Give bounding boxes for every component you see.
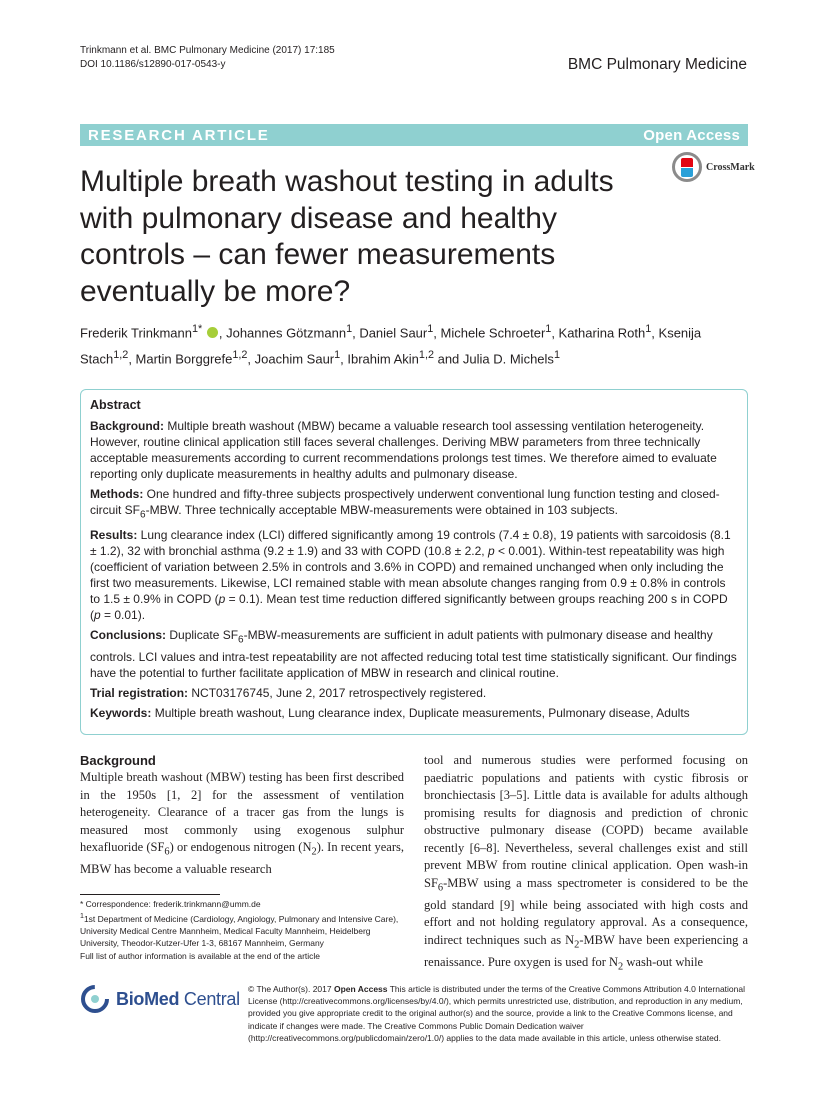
author-list bbox=[80, 318, 748, 371]
author-name[interactable]: Frederik Trinkmann bbox=[80, 325, 192, 341]
section-text: -MBW. Three technically acceptable MBW-measurements were obtained in 103 subjects. bbox=[145, 503, 619, 517]
license-statement bbox=[248, 983, 748, 1044]
author-name: , Joachim Saur bbox=[247, 351, 335, 367]
p-symbol: p bbox=[218, 592, 226, 607]
section-text: Multiple breath washout (MBW) became a valuable research tool assessing ventilation heterogeneity. However, routine clinical application still faces several challenges. Deriving MBW parameters from three technically acceptable measurements according to current recommendations prolongs test times. We therefore aimed to evaluate reporting only duplicate measurements in healthy adults and pulmonary disease. bbox=[90, 419, 717, 481]
crossmark-badge[interactable] bbox=[672, 152, 755, 182]
affiliation-text: 1st Department of Medicine (Cardiology, Angiology, Pulmonary and Intensive Care), University Medical Centre Mannheim, Medical Faculty Mannheim, Heidelberg University, Theodor-Kutzer-Ufer 1-3, 68167 Mannheim, Germany bbox=[80, 914, 399, 949]
section-label: Conclusions: bbox=[90, 628, 167, 643]
article-type-label: RESEARCH ARTICLE bbox=[88, 126, 270, 144]
author-sup: 1* bbox=[191, 323, 203, 335]
section-label: Results: bbox=[90, 528, 138, 543]
section-text: < 0.001). Within-test repeatability was high (coefficient of variation between 2.5% in controls and 3.6% in COPD) and remained unchanged when only including the first two measurements. Likewise, LCI remained stable with mean absolute changes ranging from 0.9 ± 0.8% in controls to 1.5 ± 0.9% in COPD ( bbox=[90, 544, 726, 607]
author-sup: 1 bbox=[334, 349, 341, 362]
section-text: NCT03176745, June 2, 2017 retrospectively registered. bbox=[188, 685, 487, 700]
doi-line: DOI 10.1186/s12890-017-0543-y bbox=[80, 59, 226, 70]
subscript: 2 bbox=[574, 939, 580, 950]
license-text: © The Author(s). 2017 bbox=[248, 984, 334, 994]
journal-name: BMC Pulmonary Medicine bbox=[567, 56, 747, 73]
section-label: Trial registration: bbox=[90, 685, 189, 700]
biomed-central-logo bbox=[80, 984, 240, 1014]
author-name: , Martin Borggrefe bbox=[128, 351, 233, 367]
section-text: = 0.1). Mean test time reduction differed significantly between groups reaching 200 s in COPD ( bbox=[90, 592, 728, 623]
license-open-access: Open Access bbox=[333, 984, 388, 994]
subscript: 6 bbox=[164, 846, 170, 858]
abstract-results bbox=[90, 527, 738, 623]
body-text: ). In recent years, MBW has become a valuable research bbox=[80, 840, 404, 876]
article-title: Multiple breath washout testing in adults with pulmonary disease and healthy controls – can fewer measurements eventually be more? bbox=[80, 165, 614, 308]
author-sup: 1 bbox=[545, 323, 552, 335]
abstract-keywords bbox=[90, 705, 738, 721]
crossmark-label: CrossMark bbox=[706, 161, 755, 173]
crossmark-icon bbox=[672, 152, 702, 182]
subscript: 2 bbox=[618, 961, 624, 972]
author-name: and Julia D. Michels bbox=[433, 351, 554, 367]
affiliation bbox=[80, 910, 404, 949]
section-text: = 0.01). bbox=[100, 608, 146, 623]
body-text: -MBW using a mass spectrometer is considered to be the gold standard [9] while being associated with high costs and effort and not holding regulatory approval. As a consequence, indirect techniques such as N bbox=[424, 875, 748, 947]
subscript: 6 bbox=[437, 882, 444, 893]
abstract-heading: Abstract bbox=[90, 398, 141, 412]
author-name: , Ibrahim Akin bbox=[340, 351, 419, 367]
footnote-divider bbox=[80, 894, 220, 895]
author-name: , Johannes Götzmann bbox=[218, 325, 347, 341]
author-sup: 1 bbox=[346, 323, 353, 335]
body-column-left bbox=[80, 752, 404, 879]
body-paragraph bbox=[80, 769, 404, 879]
correspondence[interactable]: * Correspondence: frederik.trinkmann@umm.de bbox=[80, 899, 261, 909]
open-access-label: Open Access bbox=[643, 126, 740, 144]
affiliation-sup: 1 bbox=[80, 912, 84, 921]
orcid-icon[interactable] bbox=[207, 327, 218, 338]
abstract-box bbox=[80, 389, 748, 735]
section-text: -MBW-measurements are sufficient in adult patients with pulmonary disease and healthy controls. LCI values and intra-test repeatability are not affected reducing total test time statistically significant. Our findings have the potential to further facilitate application of MBW in research and clinical routine. bbox=[90, 628, 737, 680]
body-text: Multiple breath washout (MBW) testing has been first described in the 1950s [1, 2] for the assessment of ventilation heterogeneity. Clearance of a tracer gas from the lungs is measured most commonly using exogenous sulphur hexafluoride (SF bbox=[80, 770, 404, 854]
subscript: 6 bbox=[238, 634, 244, 646]
section-label: Methods: bbox=[90, 487, 144, 501]
abstract-methods bbox=[90, 486, 738, 523]
author-sup: 1,2 bbox=[113, 349, 129, 362]
body-text: wash-out while bbox=[623, 954, 704, 969]
author-sup: 1 bbox=[427, 323, 434, 335]
author-name: , Michele Schroeter bbox=[433, 325, 546, 341]
background-heading: Background bbox=[80, 753, 156, 768]
biomed-central-icon bbox=[80, 984, 110, 1014]
subscript: 6 bbox=[140, 509, 146, 521]
body-text: ) or endogenous nitrogen (N bbox=[169, 840, 312, 854]
author-sup: 1,2 bbox=[418, 349, 434, 362]
article-type-banner bbox=[80, 124, 748, 146]
subscript: 2 bbox=[311, 846, 317, 858]
p-symbol: p bbox=[94, 608, 101, 623]
abstract-trial-registration bbox=[90, 685, 738, 701]
publisher-name-rest: Central bbox=[179, 988, 240, 1009]
license-text: This article is distributed under the terms of the Creative Commons Attribution 4.0 International License (http://creativecommons.org/licenses/by/4.0/), which permits unrestricted use, distribution, and reproduction in any medium, provided you give appropriate credit to the original author(s) and the source, provide a link to the Creative Commons license, and indicate if changes were made. The Creative Commons Public Domain Dedication waiver (http://creativecommons.org/publicdomain/zero/1.0/) applies to the data made available in this article, unless otherwise stated. bbox=[248, 984, 746, 1043]
publisher-name-bold: BioMed bbox=[116, 988, 180, 1009]
publisher-name bbox=[116, 989, 240, 1010]
section-text: Lung clearance index (LCI) differed significantly among 19 controls (7.4 ± 0.8), 19 patients with sarcoidosis (8.1 ± 1.2), 32 with bronchial asthma (9.2 ± 1.9) and 33 with COPD (10.8 ± 2.2, bbox=[90, 528, 731, 559]
running-header bbox=[80, 44, 335, 72]
citation-line: Trinkmann et al. BMC Pulmonary Medicine (2017) 17:185 bbox=[80, 45, 335, 56]
author-name: , Daniel Saur bbox=[352, 325, 428, 341]
author-sup: 1 bbox=[553, 349, 560, 362]
author-info-note: Full list of author information is available at the end of the article bbox=[80, 950, 321, 961]
abstract-conclusions bbox=[90, 627, 738, 680]
section-label: Keywords: bbox=[90, 705, 152, 720]
footnotes bbox=[80, 898, 404, 962]
body-paragraph bbox=[424, 752, 748, 976]
author-name: , Katharina Roth bbox=[551, 325, 646, 341]
author-name: , Ksenija Stach bbox=[80, 325, 702, 367]
section-text: One hundred and fifty-three subjects prospectively underwent conventional lung function testing and closed-circuit SF bbox=[90, 487, 720, 517]
p-symbol: p bbox=[487, 544, 495, 559]
section-text: Duplicate SF bbox=[166, 628, 239, 643]
author-sup: 1 bbox=[645, 323, 652, 335]
author-sup: 1,2 bbox=[232, 349, 248, 362]
body-text: -MBW have been experiencing a renaissance. Pure oxygen is used for N bbox=[424, 932, 749, 969]
section-label: Background: bbox=[90, 419, 165, 433]
abstract-background bbox=[90, 418, 738, 482]
body-text: tool and numerous studies were performed focusing on paediatric populations and patients with cystic fibrosis or bronchiectasis [3–5]. Little data is available for adults although promising results for diagnosis and prediction of chronic obstructive pulmonary disease (COPD) became available recently [6–8]. Nevertheless, several challenges exist and still prevent MBW from routine clinical application. Open wash-in SF bbox=[424, 753, 748, 890]
body-column-right bbox=[424, 752, 748, 976]
section-text: Multiple breath washout, Lung clearance index, Duplicate measurements, Pulmonary disease, Adults bbox=[151, 705, 690, 720]
